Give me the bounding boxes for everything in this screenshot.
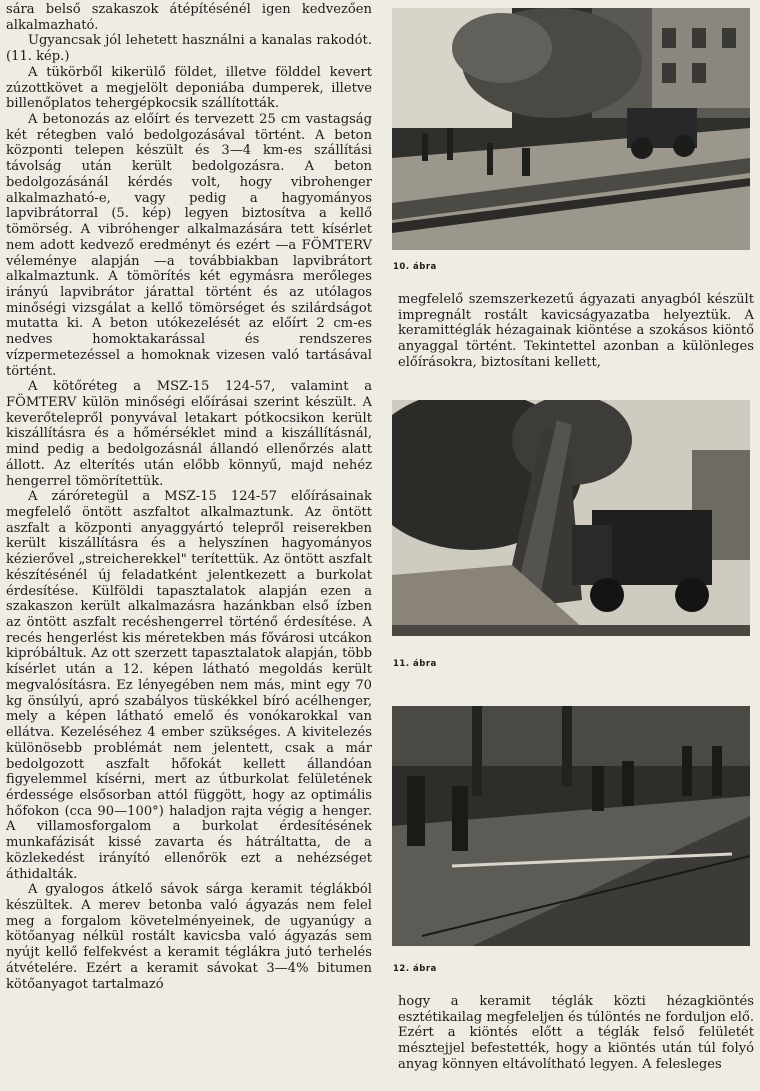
paragraph: A kötőréteg a MSZ-15 124-57, valamint a FÖMTERV külön minőségi előírásai szerint készült. A keverőtelepről ponyvával letakart pótkocsikon került kiszállításra és a hőmérséklet mind a kiszállításnál, mind pedig a bedolgozásnál állandó ellenőrzés alatt állott. Az elterítés után előbb könnyű, majd nehéz hengerrel tömörítettük. [6, 379, 372, 489]
figure-11-photo [392, 400, 750, 636]
figure-10-photo [392, 8, 750, 250]
paragraph: A gyalogos átkelő sávok sárga keramit téglákból készültek. A merev betonba való ágyazás nem felel meg a forgalom követelményeinek, de ugyanúgy a kötőanyag nélkül rostált kavicsba való ágyazás sem nyújt kellő felfekvést a keramit téglákra jutó terhelés átvételére. Ezért a keramit sávokat 3—4% bitumen kötőanyagot tartalmazó [6, 882, 372, 992]
paragraph: A betonozás az előírt és tervezett 25 cm vastagság két rétegben való bedolgozásával történt. A beton központi telepen készült és 3—4 km-es szállítási távolság után került bedolgozásra. A beton bedolgozásánál kérdés volt, hogy vibrohenger alkalmazható-e, vagy pedig a hagyományos lapvibrátorral (5. kép) legyen biztosítva a kellő tömörség. A vibróhenger alkalmazására tett kísérlet nem adott kedvező eredményt és ezért —a FÖMTERV véleménye alapján —a továbbiakban lapvibrátort alkalmaztunk. A tömörítés két egymásra merőleges irányú lapvibrátor járattal történt és az utólagos minőségi vizsgálat a kellő tömörséget és szilárdságot mutatta ki. A beton utókezelését az előírt 2 cm-es nedves homoktakarással és rendszeres vízpermetezéssel a homoknak vizesen való tartásával történt. [6, 112, 372, 379]
left-text-column [6, 2, 372, 992]
figure-11-caption: 11. ábra [393, 659, 437, 669]
right-text-block-bottom [398, 994, 754, 1073]
figure-10-caption: 10. ábra [393, 262, 437, 272]
paragraph: A záróretegül a MSZ-15 124-57 előírásainak megfelelő öntött aszfaltot alkalmaztunk. Az öntött aszfalt a központi anyaggyártó telepről reiserekben került kiszállításra és a helyszínen hagyományos kézierővel „streicherekkel" terítettük. Az öntött aszfalt készítésénél új feladatként jelentkezett a burkolat érdesítése. Külföldi tapasztalatok alapján ezen a szakaszon került alkalmazásra hazánkban első ízben az öntött aszfalt recéshengerrel történő érdesítése. A recés hengerlést kis méretekben más fővárosi utcákon kipróbáltuk. Az ott szerzett tapasztalatok alapján, több kísérlet után a 12. képen látható megoldás került megvalósításra. Ez lényegében nem más, mint egy 70 kg önsúlyú, apró szabályos tüskékkel bíró acélhenger, mely a képen látható emelő és vonókarokkal van ellátva. Kezeléséhez 4 ember szükséges. A kivitelezés különösebb problémát nem jelentett, csak a már bedolgozott aszfalt hőfokát kellett állandóan figyelemmel kísérni, mert az útburkolat felületének érdessége elsősorban attól függött, hogy az optimális hőfokon (cca 90—100°) haladjon rajta végig a henger. A villamosforgalom a burkolat érdesítésének munkafázisát kissé zavarta és hátráltatta, de a közlekedést irányító ellenőrök ezt a nehézséget áthidalták. [6, 489, 372, 882]
paragraph: sára belső szakaszok átépítésénél igen kedvezően alkalmazható. [6, 2, 372, 33]
paragraph: A tükörből kikerülő földet, illetve földdel kevert zúzottkövet a megjelölt deponiába dumperek, illetve billenőplatos tehergépkocsik szállították. [6, 64, 372, 112]
street-construction-illustration [392, 8, 750, 250]
loader-truck-illustration [392, 400, 750, 636]
figure-12-caption: 12. ábra [393, 964, 437, 974]
paragraph: hogy a keramit téglák közti hézagkiöntés esztétikailag megfeleljen és túlöntés ne forduljon elő. Ezért a kiöntés előtt a téglák felső felületét mésztejjel befestették, hogy a kiöntés után túl folyó anyag könnyen eltávolítható legyen. A felesleges [398, 994, 754, 1072]
paragraph: megfelelő szemszerkezetű ágyazati anyagból készült impregnált rostált kavicságyazatba helyeztük. A keramittéglák hézagainak kiöntése a szokásos kiöntő anyaggal történt. Tekintettel azonban a különleges előírásokra, biztosítani kellett, [398, 292, 754, 370]
right-text-block-top [398, 292, 754, 371]
roller-crew-illustration [392, 706, 750, 946]
paragraph: Ugyancsak jól lehetett használni a kanalas rakodót. (11. kép.) [6, 33, 372, 65]
figure-12-photo [392, 706, 750, 946]
